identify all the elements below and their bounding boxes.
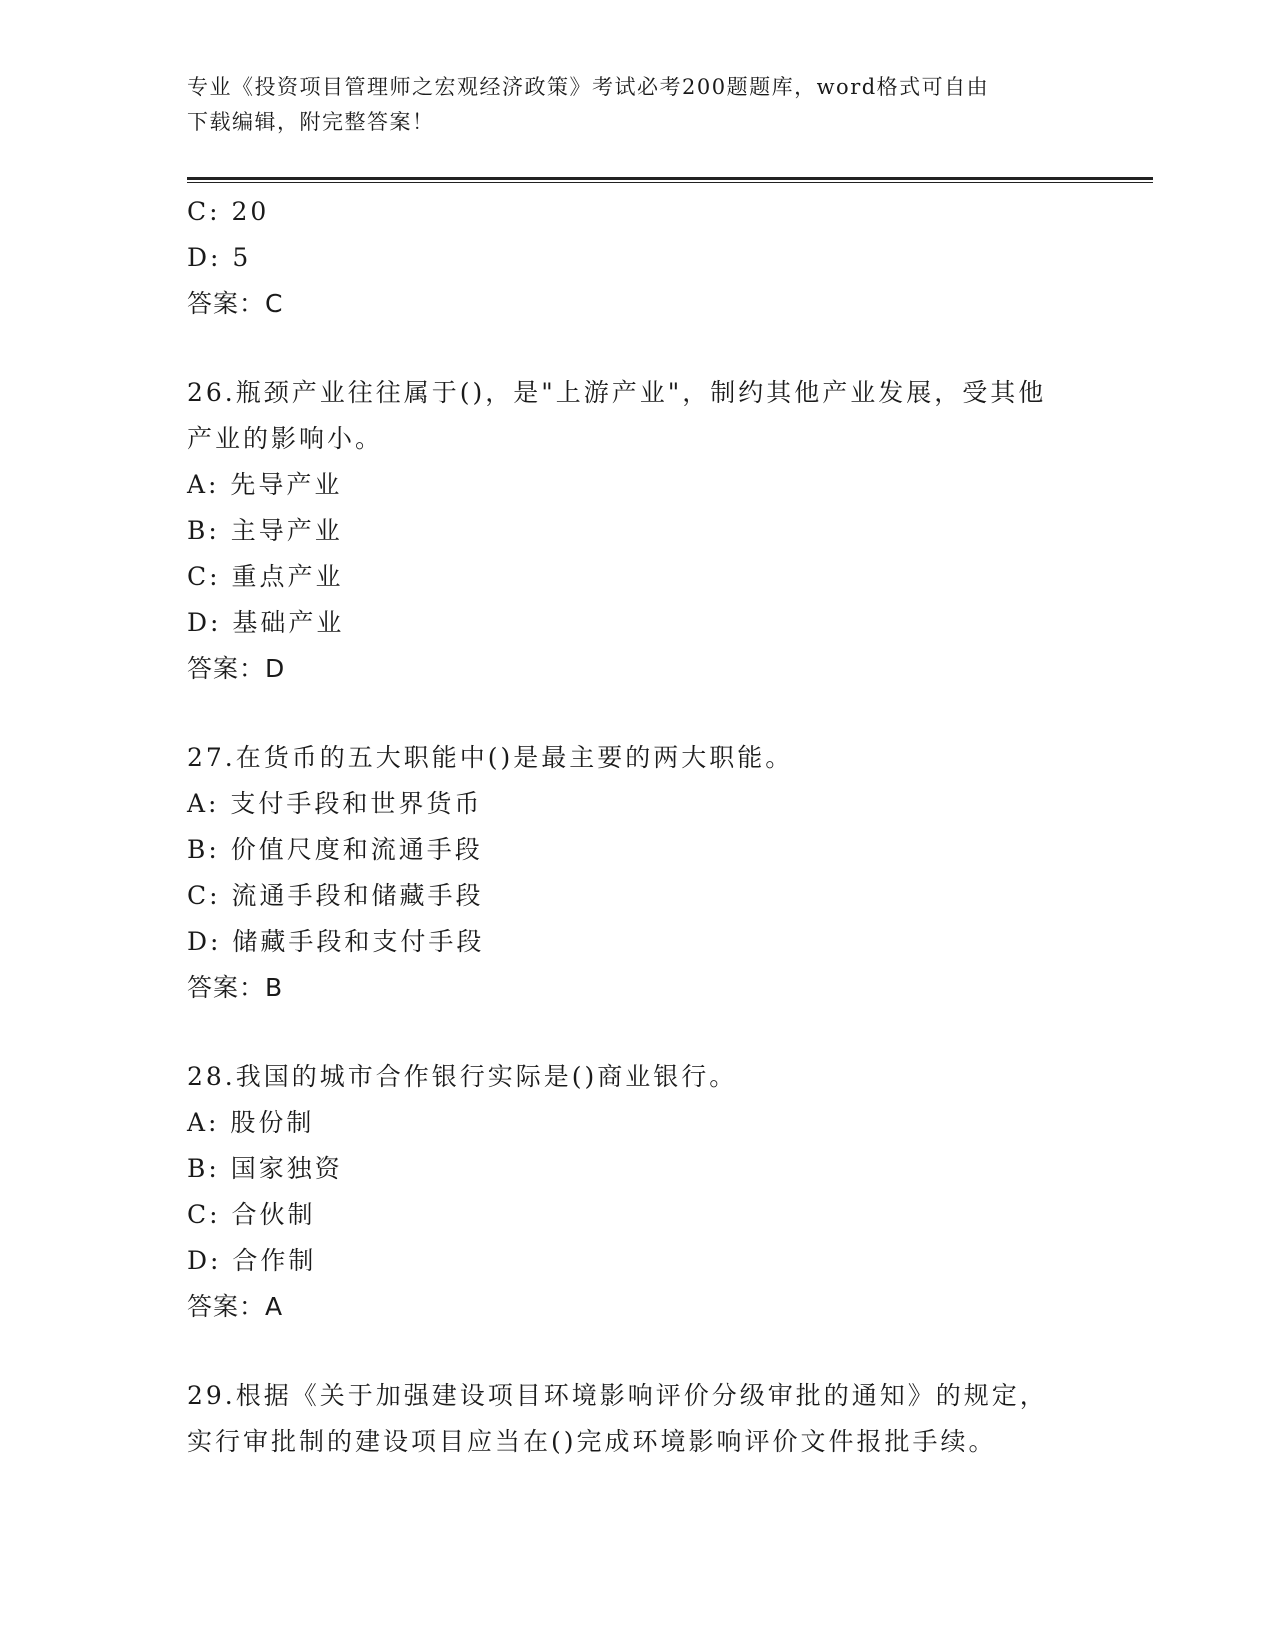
header-line-1: 专业《投资项目管理师之宏观经济政策》考试必考200题题库，word格式可自由 <box>187 75 990 99</box>
question-25-continued <box>187 189 1107 327</box>
option-b: B: 价值尺度和流通手段 <box>187 835 483 864</box>
option-c: C: 20 <box>187 197 270 226</box>
question-text: 27.在货币的五大职能中()是最主要的两大职能。 <box>187 743 794 772</box>
option-d: D: 合作制 <box>187 1246 317 1275</box>
question-28 <box>187 1054 1107 1330</box>
option-b: B: 国家独资 <box>187 1154 343 1183</box>
question-text-continued: 产业的影响小。 <box>187 424 384 453</box>
option-d: D: 储藏手段和支付手段 <box>187 927 485 956</box>
answer: 答案：B <box>187 973 284 1002</box>
option-c: C: 重点产业 <box>187 562 344 591</box>
question-text: 28.我国的城市合作银行实际是()商业银行。 <box>187 1062 738 1091</box>
document-header <box>187 70 1087 140</box>
option-d: D: 5 <box>187 243 252 272</box>
option-d: D: 基础产业 <box>187 608 345 637</box>
question-29 <box>187 1373 1107 1465</box>
option-c: C: 流通手段和储藏手段 <box>187 881 484 910</box>
question-text: 29.根据《关于加强建设项目环境影响评价分级审批的通知》的规定， <box>187 1381 1048 1410</box>
option-a: A: 支付手段和世界货币 <box>187 789 483 818</box>
option-a: A: 股份制 <box>187 1108 315 1137</box>
header-divider-thick <box>187 177 1153 180</box>
option-b: B: 主导产业 <box>187 516 343 545</box>
header-divider-thin <box>187 182 1153 183</box>
question-text: 26.瓶颈产业往往属于()，是"上游产业"，制约其他产业发展，受其他 <box>187 378 1047 407</box>
option-a: A: 先导产业 <box>187 470 343 499</box>
answer: 答案：D <box>187 654 286 683</box>
answer: 答案：A <box>187 1292 284 1321</box>
question-26 <box>187 370 1107 692</box>
header-line-2: 下载编辑，附完整答案！ <box>187 110 435 134</box>
option-c: C: 合伙制 <box>187 1200 316 1229</box>
question-27 <box>187 735 1107 1011</box>
question-list <box>187 189 1107 1465</box>
question-text-continued: 实行审批制的建设项目应当在()完成环境影响评价文件报批手续。 <box>187 1427 997 1456</box>
answer: 答案：C <box>187 289 284 318</box>
